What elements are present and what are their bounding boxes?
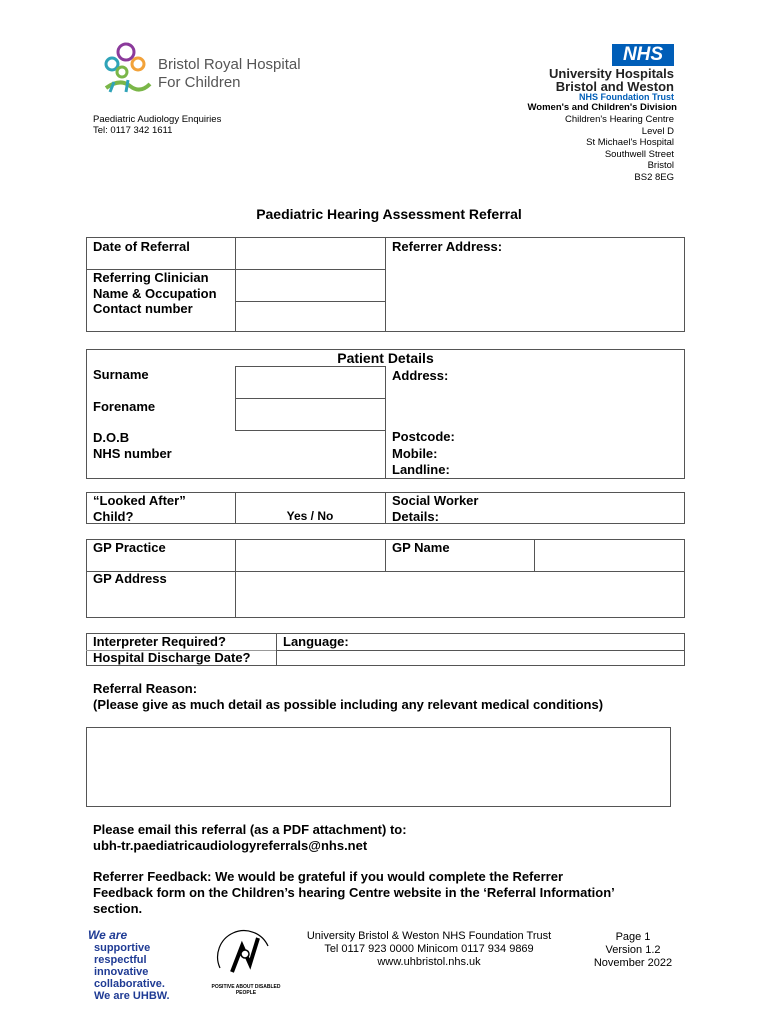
nhs-logo [612, 44, 674, 66]
referring-clinician-label: Referring Clinician Name & Occupation [93, 270, 217, 301]
patient-details-heading: Patient Details [337, 350, 434, 366]
gp-address-field[interactable] [236, 572, 684, 617]
referral-email-link[interactable]: ubh-tr.paediatricaudiologyreferrals@nhs.net [93, 838, 368, 853]
address-line: Bristol [647, 160, 674, 171]
trust-name-line2: Bristol and Weston [555, 79, 674, 94]
address-line: BS2 8EG [634, 171, 674, 183]
version-number: Version 1.2 [605, 944, 661, 956]
postcode-label: Postcode: [392, 429, 455, 444]
hospital-logo [100, 40, 310, 100]
value-item: innovative [94, 966, 149, 978]
address-line: Level D [641, 125, 674, 137]
hospital-logo-icon [100, 40, 156, 98]
footer-website-link[interactable]: www.uhbristol.nhs.uk [377, 956, 481, 968]
gp-practice-field[interactable] [236, 540, 384, 570]
referrer-address-field[interactable] [386, 256, 684, 331]
referrer-address-label: Referrer Address: [392, 239, 503, 254]
gp-address-label: GP Address [93, 571, 167, 586]
landline-label: Landline: [392, 462, 450, 477]
form-title: Paediatric Hearing Assessment Referral [256, 206, 522, 222]
nhs-number-label: NHS number [93, 446, 172, 461]
looked-after-yes-no[interactable]: Yes / No [286, 509, 334, 523]
referral-reason-hint: (Please give as much detail as possible including any relevant medical conditions) [93, 697, 604, 712]
contact-number-label: Contact number [93, 301, 193, 316]
social-worker-label: Social Worker Details: [392, 493, 479, 524]
footer-trust-line1: University Bristol & Weston NHS Foundation Trust [306, 930, 552, 942]
mobile-label: Mobile: [392, 446, 438, 461]
interpreter-label: Interpreter Required? [93, 634, 226, 649]
surname-field[interactable] [236, 367, 384, 397]
discharge-date-label: Hospital Discharge Date? [93, 650, 251, 665]
division-name: Women's and Children's Division [527, 102, 677, 113]
disability-confident-logo [214, 924, 276, 984]
gp-name-label: GP Name [392, 540, 450, 555]
contact-number-field[interactable] [236, 302, 384, 331]
address-line: Children's Hearing Centre [564, 114, 674, 125]
trust-subtitle: NHS Foundation Trust [579, 92, 674, 102]
discharge-date-field[interactable] [277, 651, 684, 665]
gp-practice-label: GP Practice [93, 540, 166, 555]
trust-name-line1: University Hospitals [549, 66, 674, 81]
value-item: respectful [94, 954, 147, 966]
referrer-feedback-text: Referrer Feedback: We would be grateful if you would complete the Referrer Feedback form on the Children’s hearing Centre website in the ‘Referral Information’ section. [93, 869, 615, 916]
gp-name-field[interactable] [535, 540, 684, 570]
referral-reason-label: Referral Reason: [93, 681, 198, 696]
values-heading: We are [88, 928, 128, 942]
patient-address-label: Address: [392, 368, 449, 383]
version-date: November 2022 [593, 957, 673, 969]
uhbw-values-logo [88, 929, 198, 1002]
address-line: St Michael's Hospital [586, 137, 674, 148]
value-item: supportive [94, 942, 151, 954]
email-instruction: Please email this referral (as a PDF attachment) to: [93, 822, 407, 837]
disability-badge-text: POSITIVE ABOUT DISABLED PEOPLE [211, 984, 281, 996]
language-label: Language: [283, 634, 349, 649]
patient-address-field[interactable] [386, 385, 684, 427]
enquiries-tel: Tel: 0117 342 1611 [93, 125, 173, 136]
nhs-badge-text: NHS [622, 44, 664, 65]
value-item: collaborative. [94, 978, 165, 990]
address-line: Southwell Street [604, 148, 674, 160]
dob-label: D.O.B [93, 430, 130, 445]
looked-after-label: “Looked After” Child? [93, 493, 186, 524]
page-number: Page 1 [615, 931, 651, 943]
date-of-referral-label: Date of Referral [93, 239, 190, 254]
hospital-name-line2: For Children [158, 74, 241, 91]
enquiries-label: Paediatric Audiology Enquiries [93, 114, 222, 125]
values-tagline: We are UHBW. [94, 990, 170, 1002]
referring-clinician-field[interactable] [236, 270, 384, 300]
forename-label: Forename [93, 399, 156, 414]
referral-reason-field[interactable] [86, 727, 671, 807]
date-of-referral-field[interactable] [236, 238, 384, 268]
surname-label: Surname [93, 367, 149, 382]
footer-trust-line2: Tel 0117 923 0000 Minicom 0117 934 9869 [324, 943, 534, 955]
hospital-name-line1: Bristol Royal Hospital [158, 56, 301, 73]
forename-field[interactable] [236, 399, 384, 429]
